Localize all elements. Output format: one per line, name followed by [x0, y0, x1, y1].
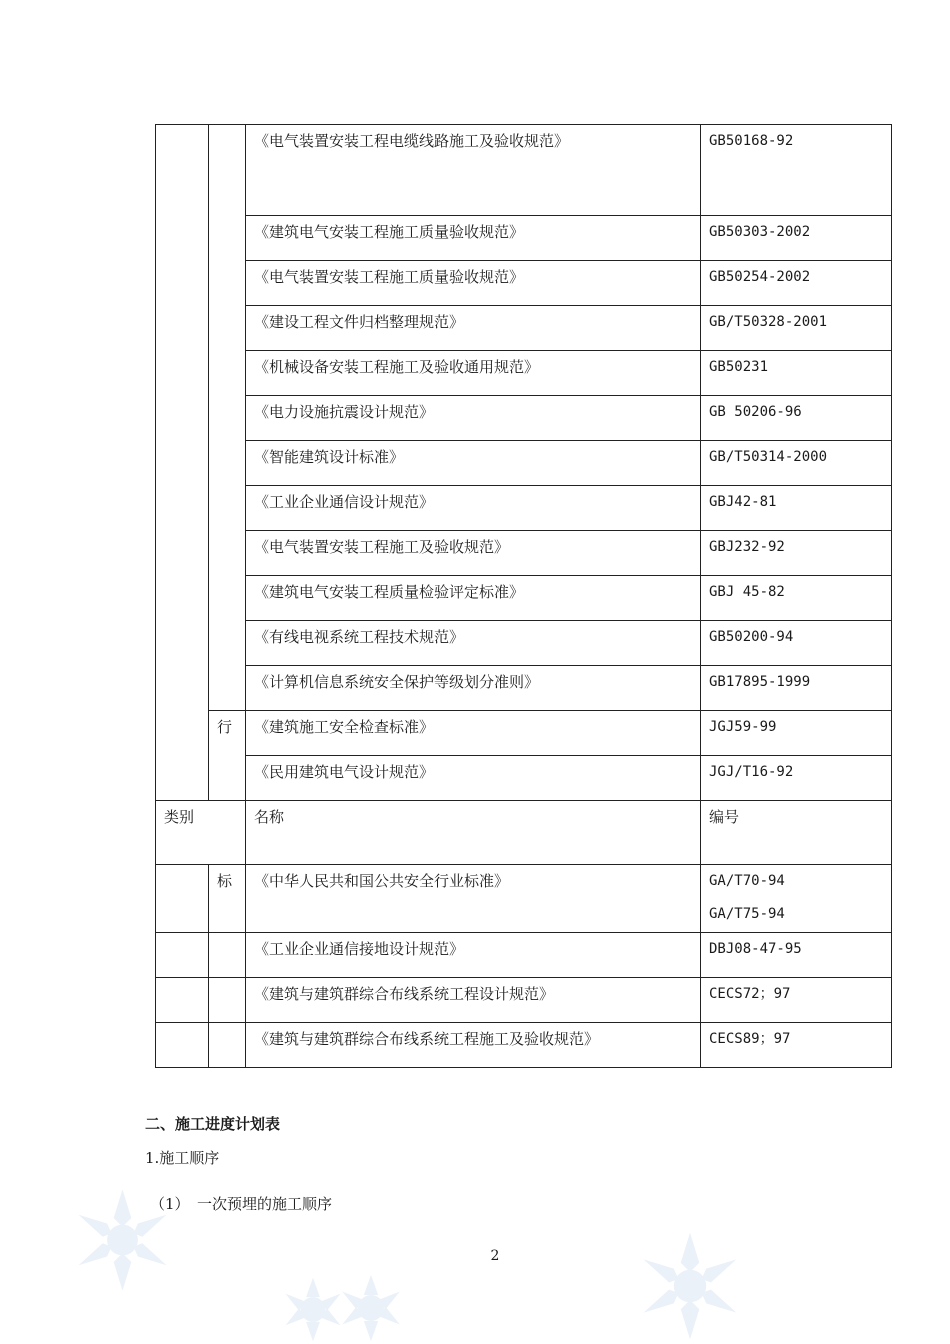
standard-name-cell: 《建筑电气安装工程施工质量验收规范》 [246, 216, 701, 261]
standard-name-cell: 《工业企业通信接地设计规范》 [246, 933, 701, 978]
standard-code: GB50254-2002 [709, 269, 811, 285]
table-row [156, 216, 892, 261]
standard-code-cell [701, 125, 892, 216]
standard-code-cell [701, 865, 892, 933]
standard-code-cell [701, 261, 892, 306]
standard-code: GB17895-1999 [709, 674, 811, 690]
standard-code-cell [701, 576, 892, 621]
category-cell [156, 216, 209, 261]
standard-name-cell: 《建筑施工安全检查标准》 [246, 711, 701, 756]
category-cell [156, 351, 209, 396]
standard-code-cell [701, 306, 892, 351]
table-row [156, 1023, 892, 1068]
category-cell [156, 978, 209, 1023]
type-cell [209, 666, 246, 711]
standard-code: GBJ 45-82 [709, 584, 785, 600]
type-cell: 标 [209, 865, 246, 933]
table-row [156, 978, 892, 1023]
category-cell [156, 756, 209, 801]
standard-name-cell: 《电气装置安装工程施工质量验收规范》 [246, 261, 701, 306]
standard-code-cell [701, 531, 892, 576]
standard-code-cell [701, 486, 892, 531]
standard-name-cell: 《建设工程文件归档整理规范》 [246, 306, 701, 351]
category-cell [156, 396, 209, 441]
type-cell [209, 351, 246, 396]
snowflake-watermark-icon [65, 1185, 180, 1295]
table-row [156, 865, 892, 933]
standard-code: CECS72；97 [709, 986, 791, 1002]
category-cell [156, 621, 209, 666]
standard-name-cell: 《建筑与建筑群综合布线系统工程施工及验收规范》 [246, 1023, 701, 1068]
standard-code-cell [701, 711, 892, 756]
standards-table [155, 124, 892, 1068]
table-row [156, 306, 892, 351]
standard-code: GB50231 [709, 359, 769, 375]
type-cell [209, 125, 246, 216]
page-number: 2 [490, 1248, 500, 1264]
standard-name-cell: 《电气装置安装工程电缆线路施工及验收规范》 [246, 125, 701, 216]
table-row [156, 441, 892, 486]
category-cell [156, 576, 209, 621]
standard-name-cell: 《电力设施抗震设计规范》 [246, 396, 701, 441]
standard-name-cell: 《工业企业通信设计规范》 [246, 486, 701, 531]
type-cell [209, 216, 246, 261]
snowflake-watermark-icon [630, 1228, 750, 1344]
standard-code-cell [701, 933, 892, 978]
category-cell [156, 486, 209, 531]
table-row [156, 531, 892, 576]
standard-name-cell: 《民用建筑电气设计规范》 [246, 756, 701, 801]
type-cell [209, 486, 246, 531]
standard-name-cell: 《电气装置安装工程施工及验收规范》 [246, 531, 701, 576]
type-cell [209, 933, 246, 978]
table-row [156, 666, 892, 711]
standard-code-cell [701, 216, 892, 261]
category-cell [156, 261, 209, 306]
standard-name-cell: 《有线电视系统工程技术规范》 [246, 621, 701, 666]
table-row [156, 621, 892, 666]
table-header-row [156, 801, 892, 865]
table-row [156, 125, 892, 216]
standard-code: JGJ/T16-92 [709, 764, 794, 780]
table-row [156, 711, 892, 756]
standard-name-cell: 《建筑电气安装工程质量检验评定标准》 [246, 576, 701, 621]
standard-name-cell: 《建筑与建筑群综合布线系统工程设计规范》 [246, 978, 701, 1023]
standard-code: CECS89；97 [709, 1031, 791, 1047]
standard-code-cell [701, 441, 892, 486]
type-cell [209, 396, 246, 441]
table-row [156, 261, 892, 306]
type-cell [209, 531, 246, 576]
type-cell: 行 [209, 711, 246, 756]
standard-code: GB50168-92 [709, 133, 794, 149]
standard-code: GB/T50314-2000 [709, 449, 828, 465]
standard-code: GB50200-94 [709, 629, 794, 645]
standard-name-cell: 《机械设备安装工程施工及验收通用规范》 [246, 351, 701, 396]
type-cell [209, 1023, 246, 1068]
snowflake-watermark-icon [335, 1272, 407, 1344]
standard-code: GA/T70-94 [709, 873, 785, 889]
table-row [156, 396, 892, 441]
table-row [156, 486, 892, 531]
standard-code-cell [701, 666, 892, 711]
section-heading: 二、施工进度计划表 [145, 1115, 281, 1133]
standard-name-cell: 《中华人民共和国公共安全行业标准》 [246, 865, 701, 933]
type-cell [209, 621, 246, 666]
standard-code: GB/T50328-2001 [709, 314, 828, 330]
standard-code-cell [701, 756, 892, 801]
type-cell [209, 978, 246, 1023]
standard-code-cell [701, 351, 892, 396]
subsection-title: 1.施工顺序 [145, 1149, 220, 1167]
standard-name-cell: 《智能建筑设计标准》 [246, 441, 701, 486]
standard-name-cell: 《计算机信息系统安全保护等级划分准则》 [246, 666, 701, 711]
category-cell [156, 441, 209, 486]
type-cell [209, 306, 246, 351]
standard-code: GA/T75-94 [709, 906, 785, 922]
type-cell [209, 756, 246, 801]
standard-code: GBJ42-81 [709, 494, 777, 510]
standard-code: GB 50206-96 [709, 404, 802, 420]
standard-code-cell [701, 978, 892, 1023]
category-header: 类别 [156, 801, 246, 865]
standard-code: JGJ59-99 [709, 719, 777, 735]
category-cell [156, 711, 209, 756]
category-cell [156, 666, 209, 711]
table-row [156, 933, 892, 978]
standard-code: GB50303-2002 [709, 224, 811, 240]
standard-code-cell [701, 1023, 892, 1068]
standard-code: GBJ232-92 [709, 539, 785, 555]
category-cell [156, 933, 209, 978]
sub-subsection-title: （1） 一次预埋的施工顺序 [150, 1195, 333, 1213]
type-cell [209, 261, 246, 306]
standard-code-cell [701, 621, 892, 666]
code-header: 编号 [701, 801, 892, 865]
table-row [156, 756, 892, 801]
standard-code: DBJ08-47-95 [709, 941, 802, 957]
category-cell [156, 306, 209, 351]
name-header: 名称 [246, 801, 701, 865]
category-cell [156, 531, 209, 576]
type-cell [209, 441, 246, 486]
standard-code-cell [701, 396, 892, 441]
table-row [156, 576, 892, 621]
type-cell [209, 576, 246, 621]
category-cell [156, 125, 209, 216]
category-cell [156, 865, 209, 933]
category-cell [156, 1023, 209, 1068]
table-row [156, 351, 892, 396]
